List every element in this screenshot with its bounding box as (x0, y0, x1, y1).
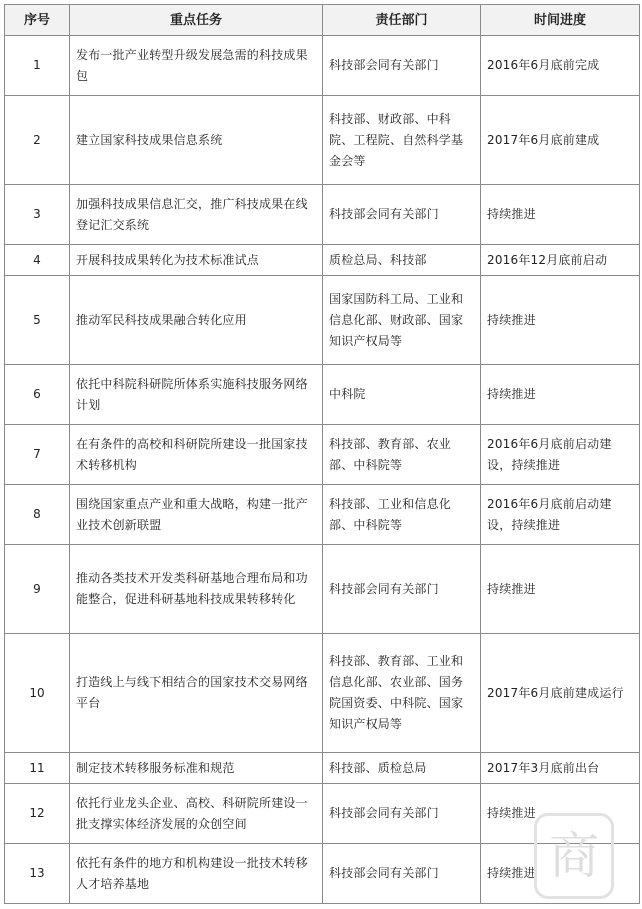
row-time: 持续推进 (481, 365, 640, 425)
row-dept: 科技部、教育部、农业部、中科院等 (323, 425, 481, 485)
row-num: 6 (5, 365, 70, 425)
header-task: 重点任务 (70, 5, 323, 36)
row-time: 2016年6月底前启动建设，持续推进 (481, 485, 640, 545)
row-task: 发布一批产业转型升级发展急需的科技成果包 (70, 36, 323, 96)
row-time: 2017年6月底前建成运行 (481, 634, 640, 753)
row-num: 13 (5, 844, 70, 904)
watermark-logo: 商 (534, 813, 614, 899)
header-num: 序号 (5, 5, 70, 36)
row-time: 2017年6月底前建成 (481, 96, 640, 185)
row-dept: 科技部会同有关部门 (323, 784, 481, 844)
row-dept: 科技部会同有关部门 (323, 36, 481, 96)
row-dept: 中科院 (323, 365, 481, 425)
row-num: 3 (5, 185, 70, 245)
row-time: 持续推进 (481, 276, 640, 365)
header-time: 时间进度 (481, 5, 640, 36)
row-dept: 科技部、质检总局 (323, 753, 481, 784)
table-row (5, 365, 640, 425)
header-row (5, 5, 640, 36)
row-num: 9 (5, 545, 70, 634)
row-time: 2017年3月底前出台 (481, 753, 640, 784)
row-time: 2016年6月底前启动建设，持续推进 (481, 425, 640, 485)
row-dept: 科技部、财政部、中科院、工程院、自然科学基金会等 (323, 96, 481, 185)
task-table (4, 4, 640, 904)
table-row (5, 96, 640, 185)
row-time: 持续推进 (481, 784, 640, 844)
row-task: 围绕国家重点产业和重大战略，构建一批产业技术创新联盟 (70, 485, 323, 545)
row-num: 8 (5, 485, 70, 545)
row-task: 推动军民科技成果融合转化应用 (70, 276, 323, 365)
row-dept: 质检总局、科技部 (323, 245, 481, 276)
table-row (5, 485, 640, 545)
row-num: 1 (5, 36, 70, 96)
row-dept: 科技部会同有关部门 (323, 545, 481, 634)
row-num: 4 (5, 245, 70, 276)
row-task: 开展科技成果转化为技术标准试点 (70, 245, 323, 276)
row-num: 12 (5, 784, 70, 844)
table-row (5, 753, 640, 784)
table-row (5, 36, 640, 96)
table-row (5, 276, 640, 365)
row-task: 推动各类技术开发类科研基地合理布局和功能整合，促进科研基地科技成果转移转化 (70, 545, 323, 634)
table-row (5, 245, 640, 276)
row-task: 制定技术转移服务标准和规范 (70, 753, 323, 784)
header-dept: 责任部门 (323, 5, 481, 36)
row-num: 10 (5, 634, 70, 753)
table-row (5, 634, 640, 753)
table-row (5, 185, 640, 245)
row-num: 5 (5, 276, 70, 365)
row-task: 依托行业龙头企业、高校、科研院所建设一批支撑实体经济发展的众创空间 (70, 784, 323, 844)
row-task: 依托有条件的地方和机构建设一批技术转移人才培养基地 (70, 844, 323, 904)
row-task: 依托中科院科研院所体系实施科技服务网络计划 (70, 365, 323, 425)
row-dept: 科技部会同有关部门 (323, 185, 481, 245)
row-task: 在有条件的高校和科研院所建设一批国家技术转移机构 (70, 425, 323, 485)
row-dept: 科技部、教育部、工业和信息化部、农业部、国务院国资委、中科院、国家知识产权局等 (323, 634, 481, 753)
row-time: 持续推进 (481, 545, 640, 634)
row-task: 打造线上与线下相结合的国家技术交易网络平台 (70, 634, 323, 753)
row-time: 持续推进 (481, 185, 640, 245)
row-dept: 科技部会同有关部门 (323, 844, 481, 904)
row-num: 2 (5, 96, 70, 185)
table-row (5, 545, 640, 634)
row-dept: 科技部、工业和信息化部、中科院等 (323, 485, 481, 545)
row-time: 2016年6月底前完成 (481, 36, 640, 96)
row-num: 11 (5, 753, 70, 784)
row-dept: 国家国防科工局、工业和信息化部、财政部、国家知识产权局等 (323, 276, 481, 365)
table-row (5, 425, 640, 485)
row-time: 2016年12月底前启动 (481, 245, 640, 276)
row-task: 建立国家科技成果信息系统 (70, 96, 323, 185)
row-task: 加强科技成果信息汇交，推广科技成果在线登记汇交系统 (70, 185, 323, 245)
row-num: 7 (5, 425, 70, 485)
row-time: 持续推进 (481, 844, 640, 904)
